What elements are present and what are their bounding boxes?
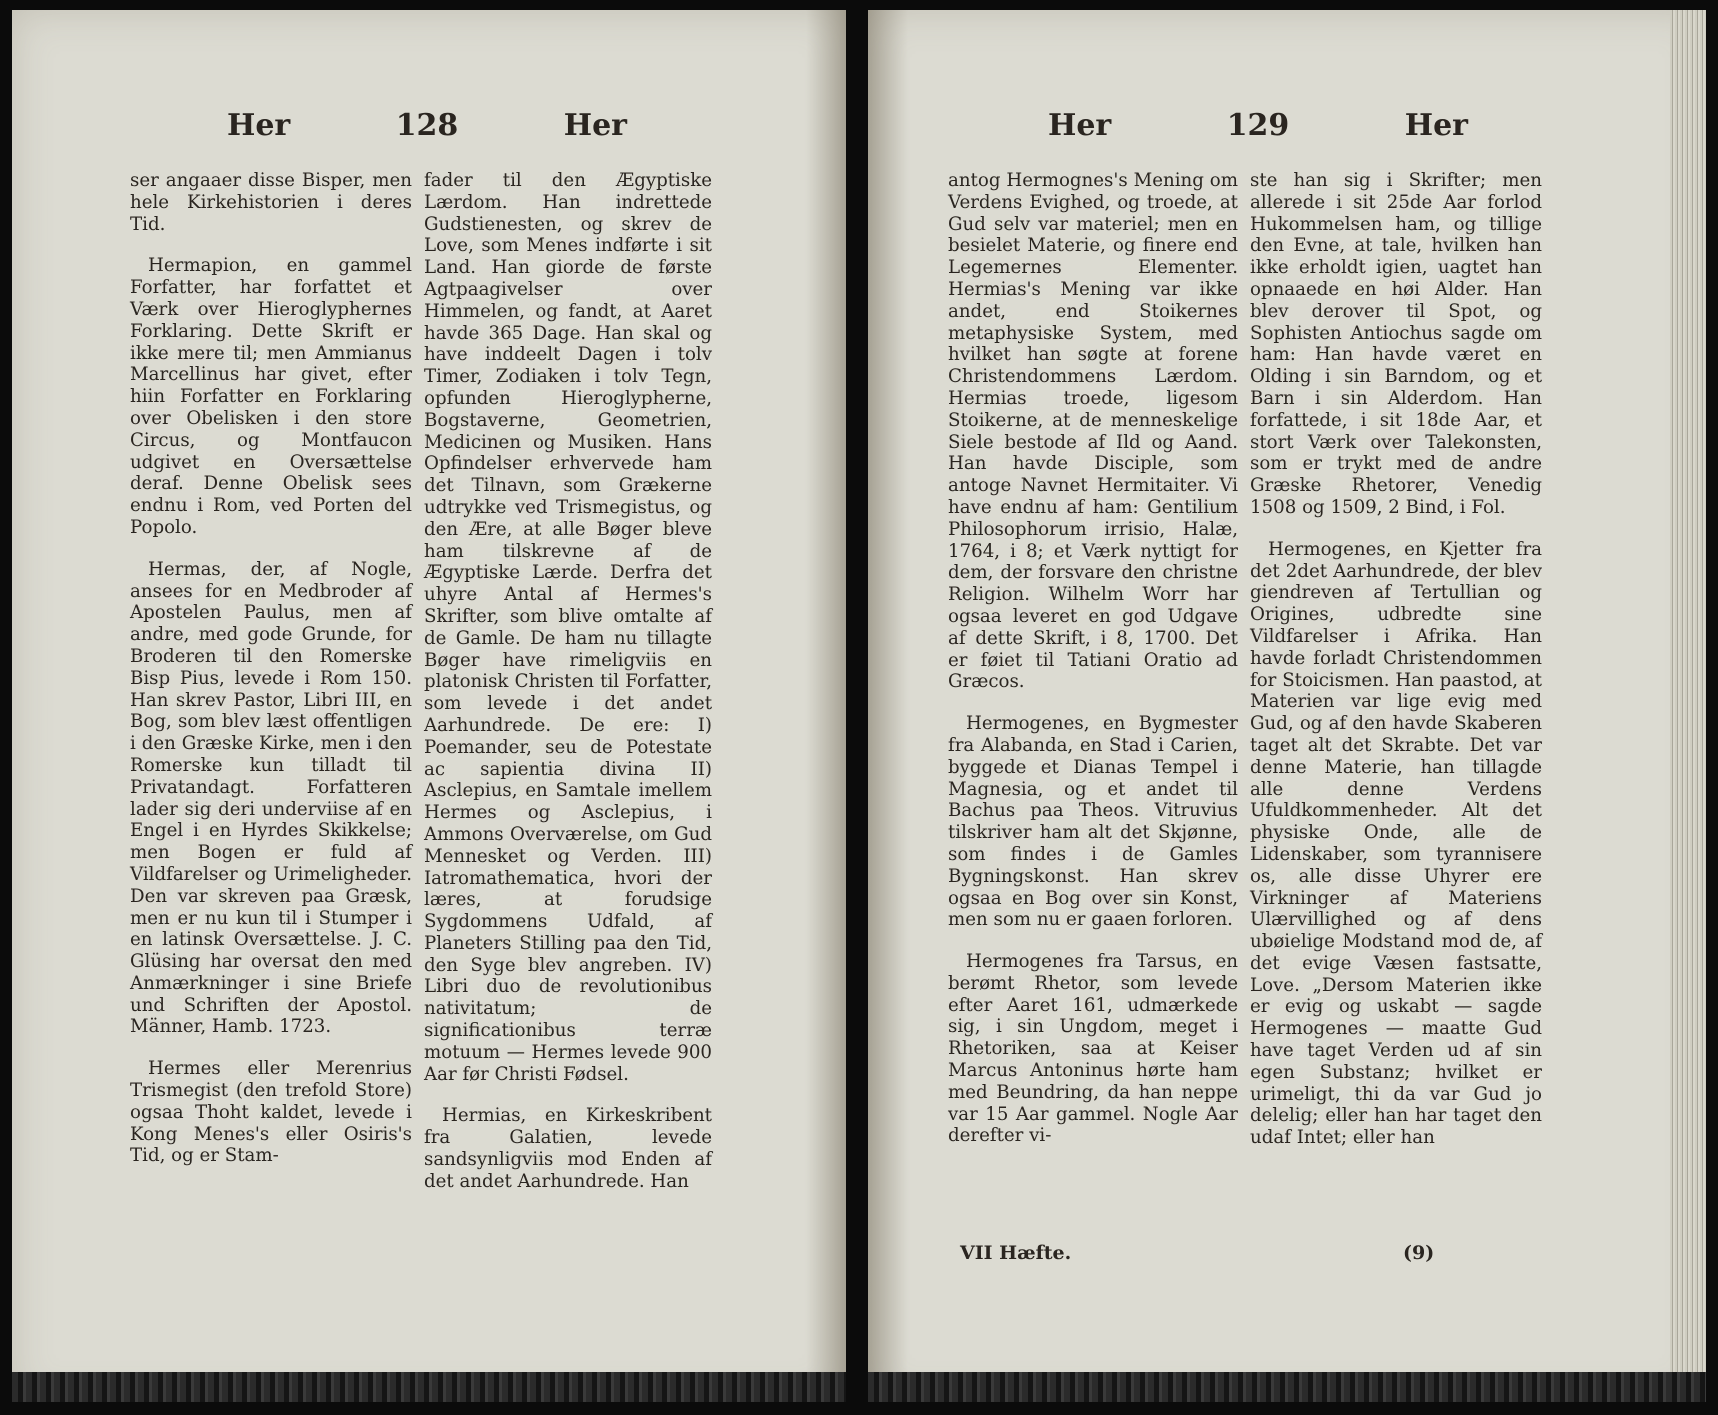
left-gutter-shadow bbox=[806, 10, 846, 1402]
left-running-header bbox=[227, 108, 627, 152]
left-column-1 bbox=[130, 170, 412, 1187]
left-col1-para-hermas: Hermas, der, af Nogle, ansees for en Medbroder af Apostelen Paulus, men af andre, med gode Grunde, for Broderen til den Romerske Bisp Pius, levede i Rom 150. Han skrev Pastor, Libri III, en Bog, som blev læst offentligen i den Græske Kirke, men i den Romerske kun tilladt til Privatandagt. Forfatteren lader sig deri underviise af en Engel i en Hyrdes Skikkelse; men Bogen er fuld af Vildfarelser og Urimeligheder. Den var skreven paa Græsk, men er nu kun til i Stumper i en latinsk Oversættelse. J. C. Glüsing har oversat den med Anmærkninger i sine Briefe und Schriften der Apostol. Männer, Hamb. 1723. bbox=[130, 558, 412, 1038]
right-header-right: Her bbox=[1404, 108, 1468, 143]
right-col2-para-tarsus-cont: ste han sig i Skrifter; men allerede i sit 25de Aar forlod Hukommelsen ham, og tillige den Evne, at tale, hvilken han ikke erholdt igien, uagtet han opnaaede en høi Alder. Han blev derover til Spot, og Sophisten Antiochus sagde om ham: Han havde været en Olding i sin Barndom, og et Barn i sin Alderdom. Han forfattede, i sit 18de Aar, et stort Værk over Talekonsten, som er trykt med de andre Græske Rhetorer, Venedig 1508 og 1509, 2 Bind, i Fol. bbox=[1250, 170, 1542, 518]
left-header-right: Her bbox=[563, 108, 627, 143]
right-col1-para-hermogenes-tarsus: Hermogenes fra Tarsus, en berømt Rhetor, som levede efter Aaret 161, udmærkede sig, i sin Ungdom, meget i Rhetoriken, saa at Keiser Marcus Antoninus hørte ham med Beundring, da han neppe var 15 Aar gammel. Nogle Aar derefter vi- bbox=[948, 951, 1238, 1147]
right-running-header bbox=[1048, 108, 1468, 152]
right-page bbox=[868, 10, 1706, 1402]
left-page bbox=[12, 10, 846, 1402]
right-gutter-shadow bbox=[868, 10, 908, 1402]
left-page-number: 128 bbox=[395, 108, 459, 143]
right-col1-para-hermogenes-bygmester: Hermogenes, en Bygmester fra Alabanda, en Stad i Carien, byggede et Dianas Tempel i Magnesia, og et andet til Bachus paa Theos. Vitruvius tilskriver ham alt det Skjønne, som findes i de Gamles Bygningskonst. Han skrev ogsaa en Bog over sin Konst, men som nu er gaaen forloren. bbox=[948, 713, 1238, 931]
right-header-left: Her bbox=[1048, 108, 1112, 143]
signature-mark: VII Hæfte. bbox=[960, 1242, 1072, 1264]
right-column-1 bbox=[948, 170, 1238, 1167]
left-col2-para-hermias: Hermias, en Kirkeskribent fra Galatien, levede sandsynligviis mod Enden af det andet Aarhundrede. Han bbox=[424, 1105, 712, 1192]
right-col1-para-hermias-cont: antog Hermognes's Mening om Verdens Evighed, og troede, at Gud selv var materiel; men en besielet Materie, og finere end Legemernes Elementer. Hermias's Mening var ikke andet, end Stoikernes metaphysiske System, med hvilket han søgte at forene Christendommens Lærdom. Hermias troede, ligesom Stoikerne, at de menneskelige Siele bestode af Ild og Aand. Han havde Disciple, som antoge Navnet Hermitaiter. Vi have endnu af ham: Gentilium Philosophorum irrisio, Halæ, 1764, i 8; et Værk nyttigt for dem, der forsvare den christne Religion. Wilhelm Worr har ogsaa leveret en god Udgave af dette Skrift, i 8, 1700. Det er føiet til Tatiani Oratio ad Græcos. bbox=[948, 170, 1238, 693]
left-col1-para-hermes: Hermes eller Merenrius Trismegist (den trefold Store) ogsaa Thoht kaldet, levede i Kong Menes's eller Osiris's Tid, og er Stam- bbox=[130, 1058, 412, 1167]
right-page-number: 129 bbox=[1226, 108, 1290, 143]
right-page-edges bbox=[1670, 10, 1706, 1402]
right-column-2 bbox=[1250, 170, 1542, 1169]
left-column-2 bbox=[424, 170, 712, 1213]
right-col2-para-hermogenes-kjetter: Hermogenes, en Kjetter fra det 2det Aarhundrede, der blev giendreven af Tertullian og Origines, udbredte sine Vildfarelser i Afrika. Han havde forladt Christendommen for Stoicismen. Han paastod, at Materien var lige evig med Gud, og af den havde Skaberen taget alt det Skrabte. Det var denne Materie, han tillagde alle denne Verdens Ufuldkommenheder. Alt det physiske Onde, alle de Lidenskaber, som tyrannisere os, alle disse Uhyrer ere Virkninger af Materiens Ulærvillighed og af dens ubøielige Modstand mod de, af det evige Væsen fastsatte, Love. „Dersom Materien ikke er evig og uskabt — sagde Hermogenes — maatte Gud have taget Verden ud af sin egen Substanz; hvilket er urimeligt, thi da var Gud jo delelig; eller han har taget den udaf Intet; eller han bbox=[1250, 538, 1542, 1149]
left-page-edges bbox=[12, 1372, 846, 1402]
left-col1-para-0: ser angaaer disse Bisper, men hele Kirkehistorien i deres Tid. bbox=[130, 170, 412, 235]
sheet-mark: (9) bbox=[1403, 1242, 1435, 1264]
left-col2-para-hermes-cont: fader til den Ægyptiske Lærdom. Han indrettede Gudstienesten, og skrev de Love, som Menes indførte i sit Land. Han giorde de første Agtpaagivelser over Himmelen, og fandt, at Aaret havde 365 Dage. Han skal og have inddeelt Dagen i tolv Timer, Zodiaken i tolv Tegn, opfunden Hieroglypherne, Bogstaverne, Geometrien, Medicinen og Musiken. Hans Opfindelser erhvervede ham det Tilnavn, som Grækerne udtrykke ved Trismegistus, og den Ære, at alle Bøger bleve ham tilskrevne af de Ægyptiske Lærde. Derfra det uhyre Antal af Hermes's Skrifter, som blive omtalte af de Gamle. De ham nu tillagte Bøger have rimeligviis en platonisk Christen til Forfatter, som levede i det andet Aarhundrede. De ere: I) Poemander, seu de Potestate ac sapientia divina II) Asclepius, en Samtale imellem Hermes og Asclepius, i Ammons Overværelse, om Gud Mennesket og Verden. III) Iatromathematica, hvori der læres, at forudsige Sygdommens Udfald, af Planeters Stilling paa den Tid, den Syge blev angreben. IV) Libri duo de revolutionibus nativitatum; de significationibus terræ motuum — Hermes levede 900 Aar før Christi Fødsel. bbox=[424, 170, 712, 1085]
left-header-left: Her bbox=[227, 108, 291, 143]
left-col1-para-hermapion: Hermapion, en gammel Forfatter, har forfattet et Værk over Hieroglyphernes Forklaring. Dette Skrift er ikke mere til; men Ammianus Marcellinus har givet, efter hiin Forfatter en Forklaring over Obelisken i den store Circus, og Montfaucon udgivet en Oversættelse deraf. Denne Obelisk sees endnu i Rom, ved Porten del Popolo. bbox=[130, 255, 412, 538]
right-bottom-edges bbox=[868, 1372, 1706, 1402]
